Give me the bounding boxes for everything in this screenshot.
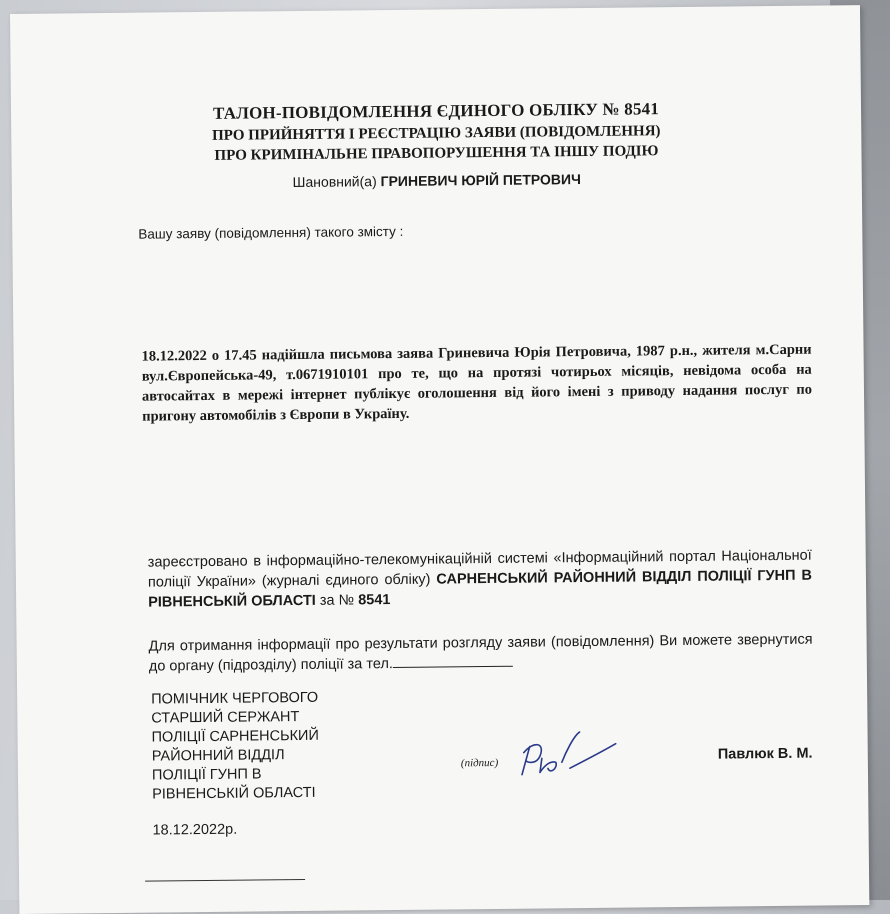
signature-label: (підпис): [460, 756, 499, 770]
officer-position: [151, 688, 362, 804]
info-paragraph: [149, 630, 813, 677]
info-text: Для отримання інформації про результати розгляду заяви (повідомлення) Ви можете звернутися до органу (підрозділу) поліції за тел.: [148, 631, 813, 675]
registration-department: САРНЕНСЬКИЙ РАЙОННИЙ ВІДДІЛ ПОЛІЦІЇ ГУНП В РІВНЕНСЬКІЙ ОБЛАСТІ: [148, 567, 813, 611]
bottom-divider: [145, 879, 305, 882]
phone-blank-line: [393, 654, 513, 668]
greeting-prefix: Шановний(а): [292, 173, 377, 191]
registration-number-prefix: за №: [319, 592, 355, 609]
document-title: ТАЛОН-ПОВІДОМЛЕННЯ ЄДИНОГО ОБЛІКУ № 8541: [212, 99, 660, 123]
document-page: [10, 5, 869, 914]
registration-number: 8541: [358, 592, 391, 609]
signer-name: Павлюк В. М.: [717, 745, 813, 763]
greeting-name: ГРИНЕВИЧ ЮРІЙ ПЕТРОВИЧ: [380, 171, 581, 190]
document-subtitle-2: ПРО КРИМІНАЛЬНЕ ПРАВОПОРУШЕННЯ ТА ІНШУ ПОДІЮ: [214, 143, 659, 164]
statement-content: 18.12.2022 о 17.45 надійшла письмова заява Гриневича Юрія Петровича, 1987 р.н., жителя м.Сарни вул.Європейська-49, т.0671910101 про те, що на протязі чотирьох місяців, невідома особа на автосайтах в мережі інтернет публікує оголошення від його імені з приводу надання послуг по пригону автомобілів з Європи в Україну.: [141, 341, 813, 425]
position-line: ПОЛІЦІЇ САРНЕНСЬКИЙ: [151, 727, 319, 746]
position-line: РІВНЕНСЬКІЙ ОБЛАСТІ: [152, 784, 316, 803]
registration-paragraph: [148, 546, 813, 613]
greeting: [12, 168, 862, 193]
position-line: ПОЛІЦІЇ ГУНП В: [151, 766, 262, 784]
position-line: СТАРШИЙ СЕРЖАНТ: [151, 709, 300, 727]
registration-text: зареєстровано в інформаційно-телекомунікаційній системі «Інформаційний портал Національної поліції України» (журналі єдиного обліку): [147, 547, 812, 591]
document-subtitle-1: ПРО ПРИЙНЯТТЯ І РЕЄСТРАЦІЮ ЗАЯВИ (ПОВІДОМЛЕННЯ): [211, 123, 661, 144]
position-line: РАЙОННИЙ ВІДДІЛ: [151, 747, 285, 765]
handwritten-signature: [511, 722, 622, 783]
position-line: ПОМІЧНИК ЧЕРГОВОГО: [151, 689, 319, 708]
document-date: 18.12.2022р.: [152, 821, 238, 839]
statement-intro: Вашу заяву (повідомлення) такого змісту :: [138, 223, 404, 242]
